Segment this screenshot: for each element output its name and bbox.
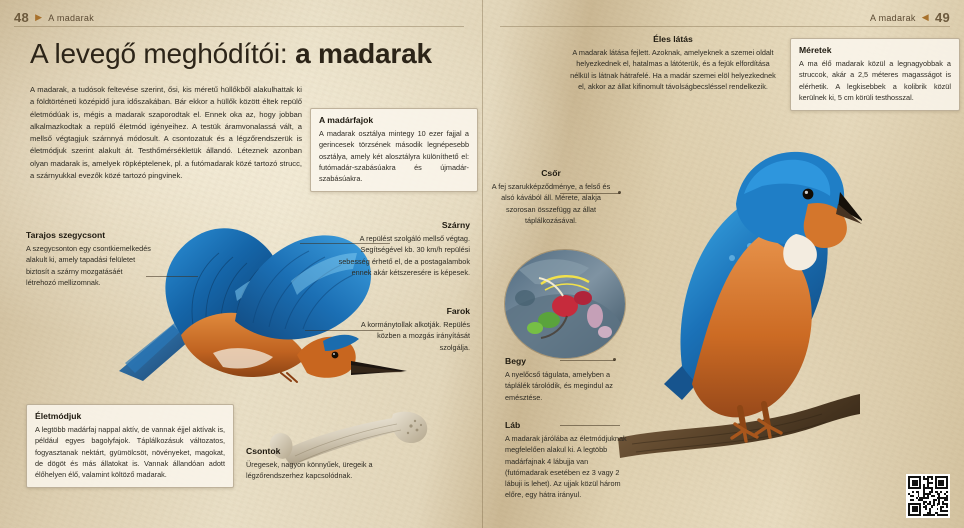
page-number-right: 49 — [934, 10, 950, 25]
title-bold: a madarak — [295, 38, 432, 69]
callout-lab-heading: Láb — [505, 420, 521, 430]
callout-lab-text: A madarak járólába az életmódjuknak megfelelően alakul ki. A legtöbb madárfajnak 4 lábujja van (futómadarak esetében ez 3 vagy 2 lábuji is lehet). Az ujjak közül három előre, egy hátra irányul. — [505, 434, 627, 500]
callout-farok-text: A kormánytollak alkotják. Repülés közben a mozgás irányítását szolgálja. — [360, 320, 470, 352]
callout-farok — [350, 306, 470, 353]
callout-eles-latas — [566, 34, 780, 92]
callout-tarajos-szegycsont-heading: Tarajos szegycsont — [26, 230, 106, 240]
callout-meretek-heading: Méretek — [799, 45, 832, 55]
callout-tarajos-szegycsont-text: A szegycsonton egy csontkiemelkedés alakult ki, amely tapadási felületet biztosít a szárny mozgatásáét létrehozó mellizomnak. — [26, 244, 151, 287]
page-gutter — [482, 0, 483, 528]
callout-begy-heading: Begy — [505, 356, 527, 366]
callout-meretek-text: A ma élő madarak közül a legnagyobbak a struccok, akár a 2,5 méteres magasságot is elérhetik. A legkisebbek a kolibrik közül kerülnek ki, 5 cm körüli testhosszal. — [799, 59, 951, 102]
callout-lab — [505, 420, 631, 501]
callout-eles-latas-heading: Éles látás — [653, 34, 693, 44]
callout-madarfajok-text: A madarak osztálya mintegy 10 ezer fajjal a gerincesek törzsének második legnépesebb osztálya, amely két alosztályra különíthető el: futómadár-szabásúakra és újmadár-szabásúakra. — [319, 129, 469, 184]
callout-begy-text: A nyelőcső tágulata, amelyben a táplálék tárolódik, és megindul az emésztése. — [505, 370, 613, 402]
perched-kingfisher-illustration — [612, 108, 862, 508]
callout-csor — [487, 168, 615, 226]
callout-csontok-heading: Csontok — [246, 446, 281, 456]
triangle-icon: ▶ — [35, 12, 43, 22]
running-head-left — [14, 10, 94, 25]
rule-right — [500, 26, 950, 27]
callout-csor-heading: Csőr — [541, 168, 561, 178]
callout-csor-text: A fej szarukképződménye, a felső és alsó kávából áll. Mérete, alakja szorosan összefügg az állat táplálkozásával. — [491, 182, 611, 225]
callout-csontok — [246, 446, 396, 482]
callout-eletmodjuk — [26, 404, 234, 488]
callout-meretek — [790, 38, 960, 111]
callout-csontok-text: Üregesek, nagyon könnyűek, üregeik a légzőrendszerhez kapcsolódnak. — [246, 460, 373, 481]
flying-kingfisher-illustration — [85, 175, 415, 410]
callout-szarny-text: A repülést szolgáló mellső végtag. Segítségével kb. 30 km/h repülési sebesség érhető el, de a postagalambok ennek akár kétszeresére is képesek. — [338, 234, 470, 277]
callout-tarajos-szegycsont — [26, 230, 154, 288]
callout-madarfajok — [310, 108, 478, 192]
callout-farok-heading: Farok — [446, 306, 470, 316]
leader-dot-csor — [618, 191, 621, 194]
title-plain: A levegő meghódítói: — [30, 38, 296, 69]
qr-code[interactable] — [906, 474, 950, 518]
bird-anatomy-inset — [505, 250, 625, 358]
callout-eletmodjuk-text: A legtöbb madárfaj nappal aktív, de vannak éjjel aktívak is, például egyes bagolyfajok. Táplálkozásuk változatos, fogyasztanak nektárt, gyümölcsöt, növényeket, magokat, de dögöt és más állatokat is. Vannak állandóan adott élőhelyen élő, valamint költöző madarak. — [35, 425, 225, 480]
callout-madarfajok-heading: A madárfajok — [319, 115, 374, 125]
callout-begy — [505, 356, 623, 403]
callout-szarny-heading: Szárny — [441, 220, 470, 230]
running-head-left-label: A madarak — [48, 12, 95, 23]
running-head-right — [870, 10, 950, 25]
callout-szarny — [330, 220, 470, 278]
rule-left — [14, 26, 464, 27]
callout-eletmodjuk-heading: Életmódjuk — [35, 411, 82, 421]
intro-paragraph: A madarak, a tudósok feltevése szerint, ősi, kis méretű hüllőkből alakulhattak ki a földtörténeti középidő jura időszakában. Bár ekkor a hüllők között éltek repülő életmódúak is, mégis a madarak szaporodtak el. Ennek oka az, hogy jobban alkalmazkodtak a repülő életmód igényeihez. A testük áramvonalassá vált, a mellső végtagjuk szárnnyá módosult. A csontozatuk és a légzőrendszerük is életmódjuk szerint alakult át. Testhőmérsékletük állandó. Léteznek azonban olyan madarak is, amelyek röpképtelenek, pl. a futómadarak közé tartozó strucc, a szárnyukkal evezők közé tartozó pingvinek. — [30, 85, 302, 181]
callout-eles-latas-text: A madarak látása fejlett. Azoknak, amelyeknek a szemei oldalt helyezkednek el, hatalmas a látóterük, és a fejük elfordítása nélkül is látnak hátrafelé. Ha a madár szemei elöl helyezkednek el, akkor az állat kifinomult távolságbecsléssel rendelkezik. — [570, 48, 776, 91]
triangle-icon: ◀ — [921, 12, 929, 22]
page-number-left: 48 — [14, 10, 30, 25]
running-head-right-label: A madarak — [869, 12, 916, 23]
page-title — [30, 38, 432, 70]
